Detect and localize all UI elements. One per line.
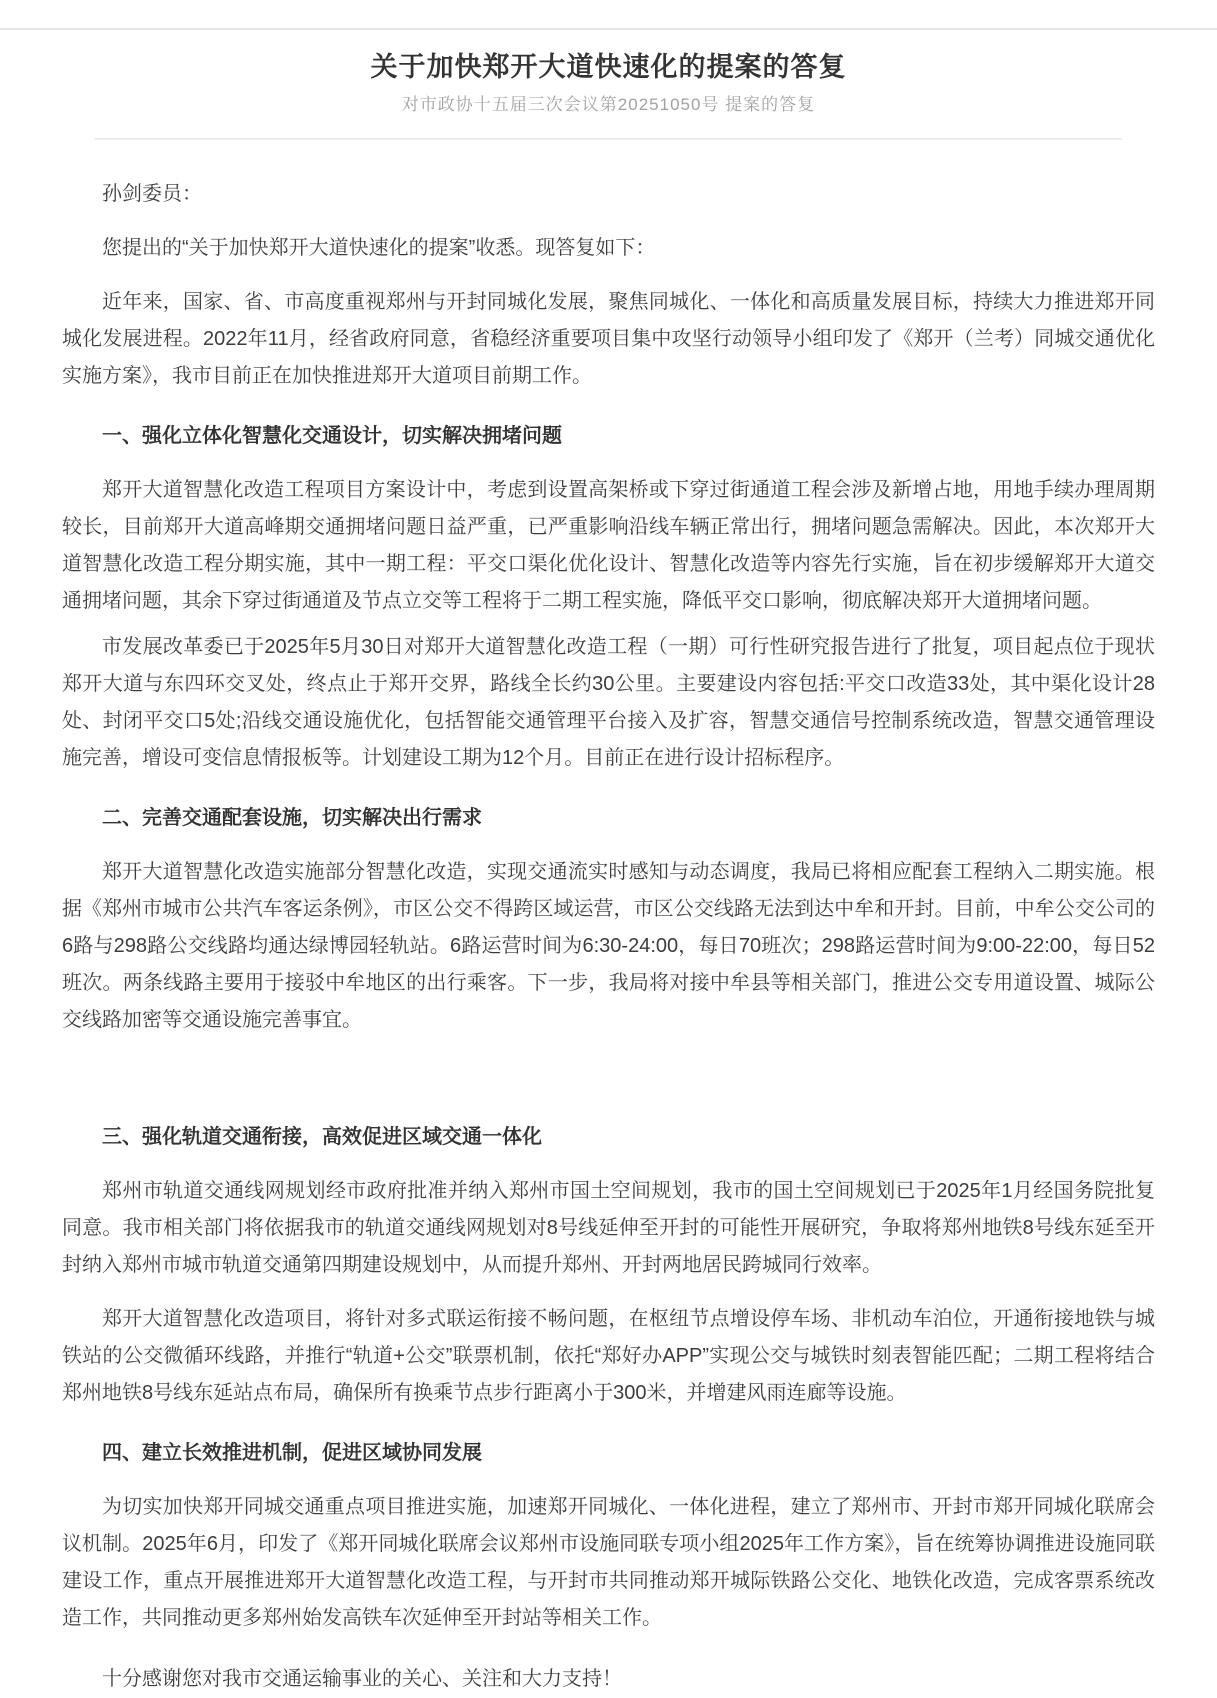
document-header	[0, 0, 1217, 117]
top-divider-line	[0, 28, 1217, 30]
page-subtitle: 对市政协十五届三次会议第20251050号 提案的答复	[401, 95, 816, 114]
paragraph-section1-a: 郑开大道智慧化改造工程项目方案设计中，考虑到设置高架桥或下穿过街通道工程会涉及新增占地，用地手续办理周期较长，目前郑开大道高峰期交通拥堵问题日益严重，已严重影响沿线车辆正常出行，拥堵问题急需解决。因此，本次郑开大道智慧化改造工程分期实施，其中一期工程：平交口渠化优化设计、智慧化改造等内容先行实施，旨在初步缓解郑开大道交通拥堵问题，其余下穿过街通道及节点立交等工程将于二期工程实施，降低平交口影响，彻底解决郑开大道拥堵问题。	[62, 479, 1155, 612]
section-heading-3: 三、强化轨道交通衔接，高效促进区域交通一体化	[102, 1126, 542, 1148]
document-body	[0, 140, 1217, 1698]
salutation: 孙剑委员：	[102, 183, 202, 205]
paragraph-section3-b: 郑开大道智慧化改造项目，将针对多式联运衔接不畅问题，在枢纽节点增设停车场、非机动车泊位，开通衔接地铁与城铁站的公交微循环线路，并推行“轨道+公交”联票机制，依托“郑好办APP”实现公交与城铁时刻表智能匹配；二期工程将结合郑州地铁8号线东延站点布局，确保所有换乘节点步行距离小于300米，并增建风雨连廊等设施。	[62, 1308, 1155, 1404]
paragraph-opening: 您提出的“关于加快郑开大道快速化的提案”收悉。现答复如下：	[102, 237, 656, 259]
paragraph-background: 近年来，国家、省、市高度重视郑州与开封同城化发展，聚焦同城化、一体化和高质量发展目标，持续大力推进郑开同城化发展进程。2022年11月，经省政府同意，省稳经济重要项目集中攻坚行动领导小组印发了《郑开（兰考）同城交通优化实施方案》，我市目前正在加快推进郑开大道项目前期工作。	[62, 291, 1155, 387]
section-heading-4: 四、建立长效推进机制，促进区域协同发展	[102, 1442, 482, 1464]
paragraph-section3-a: 郑州市轨道交通线网规划经市政府批准并纳入郑州市国土空间规划，我市的国土空间规划已于2025年1月经国务院批复同意。我市相关部门将依据我市的轨道交通线网规划对8号线延伸至开封的可能性开展研究，争取将郑州地铁8号线东延至开封纳入郑州市城市轨道交通第四期建设规划中，从而提升郑州、开封两地居民跨城同行效率。	[62, 1180, 1155, 1276]
section-heading-1: 一、强化立体化智慧化交通设计，切实解决拥堵问题	[102, 425, 562, 447]
section-heading-2: 二、完善交通配套设施，切实解决出行需求	[102, 807, 482, 829]
paragraph-section4: 为切实加快郑开同城交通重点项目推进实施，加速郑开同城化、一体化进程，建立了郑州市、开封市郑开同城化联席会议机制。2025年6月，印发了《郑开同城化联席会议郑州市设施同联专项小组2025年工作方案》，旨在统筹协调推进设施同联建设工作，重点开展推进郑开大道智慧化改造工程，与开封市共同推动郑开城际铁路公交化、地铁化改造，完成客票系统改造工作，共同推动更多郑州始发高铁车次延伸至开封站等相关工作。	[62, 1496, 1155, 1629]
paragraph-section2: 郑开大道智慧化改造实施部分智慧化改造，实现交通流实时感知与动态调度，我局已将相应配套工程纳入二期实施。根据《郑州市城市公共汽车客运条例》，市区公交不得跨区域运营，市区公交线路无法到达中牟和开封。目前，中牟公交公司的6路与298路公交线路均通达绿博园轻轨站。6路运营时间为6:30-24:00，每日70班次；298路运营时间为9:00-22:00，每日52班次。两条线路主要用于接驳中牟地区的出行乘客。下一步，我局将对接中牟县等相关部门，推进公交专用道设置、城际公交线路加密等交通设施完善事宜。	[62, 861, 1155, 1031]
page-title: 关于加快郑开大道快速化的提案的答复	[370, 52, 847, 82]
paragraph-closing-thanks: 十分感谢您对我市交通运输事业的关心、关注和大力支持！	[102, 1668, 622, 1690]
paragraph-section1-b: 市发展改革委已于2025年5月30日对郑开大道智慧化改造工程（一期）可行性研究报告进行了批复，项目起点位于现状郑开大道与东四环交叉处，终点止于郑开交界，路线全长约30公里。主要建设内容包括:平交口改造33处，其中渠化设计28处、封闭平交口5处;沿线交通设施优化，包括智能交通管理平台接入及扩容，智慧交通信号控制系统改造，智慧交通管理设施完善，增设可变信息情报板等。计划建设工期为12个月。目前正在进行设计招标程序。	[62, 636, 1155, 769]
